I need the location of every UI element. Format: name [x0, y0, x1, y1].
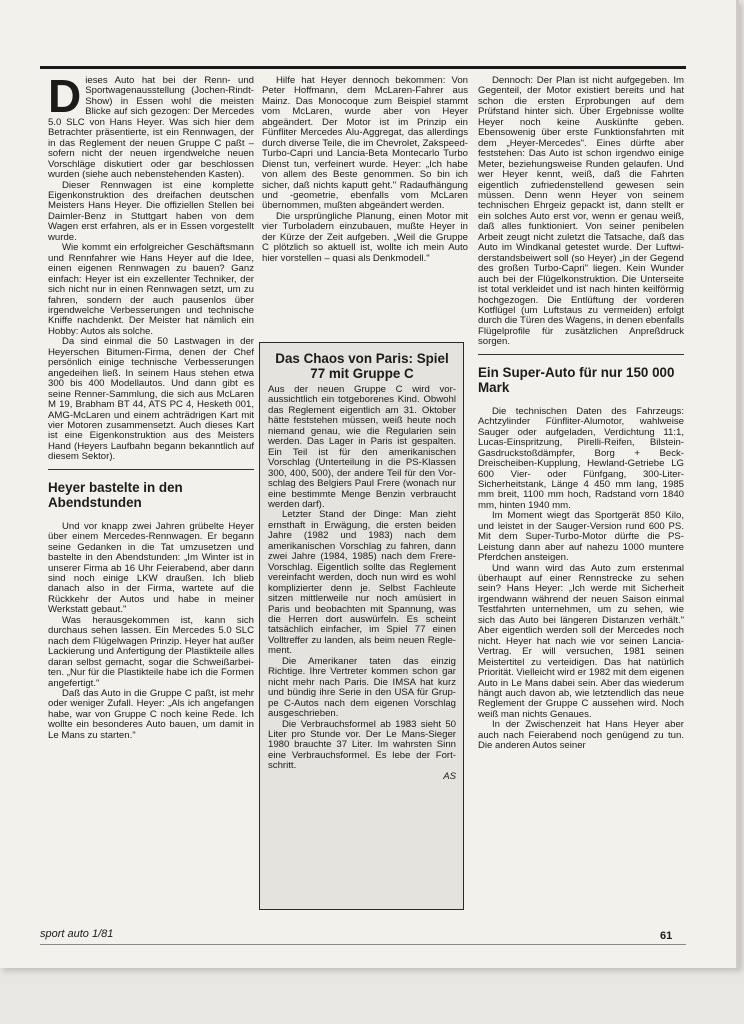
- paragraph: Was herausgekommen ist, kann sich durchaus sehen lassen. Ein Mercedes 5.0 SLC nach dem Flügelwagen Prinzip. Heyer hat außer Lackierung und Anfertigung der Plastikteile alles daran selbst gemacht, sogar die Schweißarbeiten. „Nur für die Plastikteile habe ich die Formen angefertigt.": [48, 614, 254, 689]
- paragraph: Im Moment wiegt das Sportgerät 850 Kilo, und leistet in der Sauger-Version rund 600 PS. Mit dem Super-Turbo-Motor dürfte die PS-Leistung dann aber auf nahezu 1000 muntere Pferdchen ansteigen.: [478, 510, 684, 564]
- paragraph: Da sind einmal die 50 Lastwagen in der Heyerschen Bitumen-Firma, denen der Chef persönlich einige technische Verbesserungen angedeihen ließ. In seinem Haus stehen etwa 300 bis 400 Modellautos. Und dann gibt es seine Renner-Sammlung, die sich aus McLaren M 19, Brabham BT 44, ATS PC 4, Hesketh 001, AMG-McLaren und einem achträdrigen Kart mit vier Motoren zusammensetzt. Auch dieses Kart ist eine Eigenkonstruktion aus des Meisters Hand (Heyers Laufbahn begann bekanntlich auf diesem Sektor).: [48, 336, 254, 463]
- box-paragraph: Aus der neuen Gruppe C wird voraussichtlich ein totgeborenes Kind. Obwohl das Reglement eigentlich am 31. Oktober hätte feststehen müssen, weiß heute noch niemand genau, wie die Regularien sein werden. Das Lager in Paris ist gespalten. Ein Teil ist für den amerikanischen Vorschlag (Unterteilung in die PS-Klassen 300, 400, 500), der andere Teil für den Vorschlag des Belgiers Paul Frere (wonach nur eine bestimmte Menge Benzin verbraucht werden darf).: [268, 384, 456, 510]
- bottom-rule: [40, 944, 686, 945]
- paragraph: Und wann wird das Auto zum erstenmal überhaupt auf einer Rennstrecke zu sehen sein? Hans Heyer: „Ich werde mit Sicherheit irgendwann während der neuen Saison einmal Testfahrten unternehmen, um zu sehen, wie sich das Auto bei längeren Distanzen verhält." Aber eigentlich werden soll der Mercedes noch nicht. Heyer hat nach wie vor seinen Lancia-Vertrag. Er will versuchen, 1981 seinen Meistertitel zu verteidigen. Das hat natürlich Priorität. Vielleicht wird er 1982 mit dem eigenen Auto in Le Mans dabei sein. Aber das wiederum hängt auch davon ab, wie letztendlich das neue Reglement der Gruppe C aussehen wird. Noch weiß man nichts Genaues.: [478, 562, 684, 720]
- column-3: [478, 76, 684, 752]
- paragraph: Wie kommt ein erfolgreicher Geschäftsmann und Rennfahrer wie Hans Heyer auf die Idee, einen eigenen Rennwagen zu bauen? Ganz einfach: Heyer ist ein exzellenter Techniker, der sich nicht nur in einen Rennwagen setzt, um zu fahren, sondern der auch pausenlos über irgendwelche Verbesserungen und technische Kniffe nachdenkt. Der Meister hat nämlich ein Hobby: Autos als solche.: [48, 242, 254, 337]
- paragraph: Und vor knapp zwei Jahren grübelte Heyer über einem Mercedes-Rennwagen. Er begann seine Gedanken in die Tat umzusetzen und bastelte in den Abendstunden: „Im Winter ist in unserer Firma ab 16 Uhr Feierabend, aber dann sind noch einige LKW draußen. Ich blieb danach also in der Firma, wartete auf die Rückkehr der Autos und habe in meiner Werkstatt gebaut.": [48, 520, 254, 616]
- paragraph: Die technischen Daten des Fahrzeugs: Achtzylinder Fünfliter-Alumotor, wahlweise Sauger oder aufgeladen, Verdichtung 11:1, Lucas-Einspritzung, Pirelli-Reifen, Bilstein-Gasdruckstoßdämpfer, Borg + Beck-Dreischeiben-Kupplung, Hewland-Getriebe LG 600 Vier- oder Fünfgang, 300-Liter-Sicherheitstank, Länge 4 450 mm lang, 1985 mm breit, 1100 mm hoch, Radstand vorn 1840 mm, hinten 1940 mm.: [478, 405, 684, 511]
- intro-text: ieses Auto hat bei der Renn- und Sportwagenausstellung (Jochen-Rindt-Show) in Essen wohl die meisten Blicke auf sich gezogen: Der Mercedes 5.0 SLC von Hans Heyer. Was sich hier dem Betrachter präsentierte, ist ein Rennwagen, der in das Reglement der neuen Gruppe C paßt – sofern nicht der neuen irgendwelche neuen Vorschläge diskutiert oder gar beschlossen wurden (siehe auch nebenstehenden Kasten).: [48, 75, 254, 181]
- section-headline: Heyer bastelte in den Abendstunden: [48, 479, 183, 510]
- paragraph: Daß das Auto in die Gruppe C paßt, ist mehr oder weniger Zufall. Heyer: „Als ich angefangen habe, war von Gruppe C noch keine Rede. Ich wollte ein besonderes Auto bauen, um damit in Le Mans zu starten.": [48, 688, 254, 741]
- box-paragraph: Die Amerikaner taten das einzig Richtige. Ihre Vertreter kommen schon gar nicht mehr nach Paris. Die IMSA hat kurz und bündig ihre Serie in den USA für Gruppe C-Autos nach dem eigenen Vorschlag ausgeschrieben.: [268, 655, 456, 720]
- paragraph: Dennoch: Der Plan ist nicht aufgegeben. Im Gegenteil, der Motor existiert bereits und hat schon die ersten Erprobungen auf dem Prüfstand hinter sich. Über Ergebnisse wollte Heyer noch keine Auskünfte geben. Ebensowenig über erste Funktionsfahrten mit dem „Heyer-Mercedes". Eines dürfte aber feststehen: Das Auto ist schon irgendwo einige Meter, beziehungsweise Runden gelaufen. Und wer Heyer kennt, weiß, daß die Fahrten eigentlich zufriedenstellend gewesen sein müssen. Denn wenn Heyer von seinem technischen Ehrgeiz gepackt ist, dann stellt er ein solches Auto erst vor, wenn er genau weiß, daß alles funktioniert. Von seiner penibelen Arbeit zeugt nicht zuletzt die Tatsache, daß das Auto im Windkanal getestet wurde. Der Luftwiderstandsbeiwert soll (so Heyer) „in der Gegend des großen Turbo-Capri" liegen. Kein Wunder auch bei der Flügelkonstruktion. Die Unterseite ist total verkleidet und ist nach hinten keilförmig hochgezogen. Die Entlüftung der vorderen Kotflügel (um Luftstaus zu vermeiden) erfolgt durch die Türen des Wagens, in denen ebenfalls Flügelprofile für zusätzlichen Anpreßdruck sorgen.: [478, 75, 684, 348]
- drop-cap: D: [48, 70, 82, 122]
- author-signature: AS: [443, 770, 456, 782]
- column-1: [48, 70, 254, 741]
- section-divider: [478, 354, 684, 355]
- paragraph: In der Zwischenzeit hat Hans Heyer aber auch nach Feierabend noch genügend zu tun. Die anderen Autos seiner: [478, 719, 684, 752]
- sidebar-box: [259, 342, 464, 910]
- magazine-issue: sport auto 1/81: [40, 928, 114, 940]
- box-paragraph: Letzter Stand der Dinge: Man zieht ernsthaft in Erwägung, die ersten beiden Jahre (1982 und 1983) nach dem amerikanischen Vorschlag zu fahren, dann zwei Jahre (1984, 1985) nach dem Frere-Vorschlag. Eigentlich sollte das Reglement vereinfacht werden, doch nun wird es wohl komplizierter denn je. Selbst Fachleute sitzen mittlerweile nur noch amüsiert in Paris und beobachten mit Spannung, was die Herren dort auswürfeln. Es scheint tatsächlich einfacher, im Spiel 77 einen Volltreffer zu landen, als beim neuen Reglement.: [268, 509, 456, 657]
- intro-paragraph: [48, 70, 254, 181]
- section-headline: Ein Super-Auto für nur 150 000 Mark: [478, 364, 675, 395]
- page-number: 61: [660, 930, 673, 942]
- section-divider: [48, 469, 254, 470]
- top-rule: [40, 66, 686, 69]
- paragraph: Dieser Rennwagen ist eine komplette Eigenkonstruktion des dreifachen deutschen Meisters Hans Heyer. Die offiziellen Stellen bei Daimler-Benz in Stuttgart haben von dem Wagen erst erfahren, als er in Essen vorgestellt wurde.: [48, 179, 254, 243]
- box-title: Das Chaos von Paris: Spiel 77 mit Gruppe C: [275, 351, 449, 381]
- column-2: [262, 76, 468, 264]
- paragraph: Hilfe hat Heyer dennoch bekommen: Von Peter Hoffmann, dem McLaren-Fahrer aus Mainz. Das Monocoque zum Beispiel stammt vom McLaren, wurde aber von Heyer abgeändert. Der Motor ist im Prinzip ein Fünfliter Mercedes Alu-Aggregat, das allerdings durch diverse Teile, die im Chevrolet, Zakspeed-Turbo-Capri und Lancia-Beta Montecarlo Turbo Dienst tun, verfeinert wurde. Heyer: „Ich habe von allem des Beste genommen. So bin ich sicher, daß nichts kaputt geht." Radaufhängung und -geometrie, ebenfalls vom McLaren übernommen, mußten abgeändert werden.: [262, 75, 468, 212]
- box-paragraph: Die Verbrauchsformel ab 1983 sieht 50 Liter pro Stunde vor. Der Le Mans-Sieger 1980 brauchte 37 Liter. Im wahrsten Sinn eine Verbrauchsformel. Es lebe der Fortschritt.: [268, 718, 456, 772]
- paragraph: Die ursprüngliche Planung, einen Motor mit vier Turboladern einzubauen, mußte Heyer in der Kürze der Zeit aufgeben. „Weil die Gruppe C plötzlich so aktuell ist, wollte ich mein Auto hier vorstellen – quasi als Denkmodell.": [262, 210, 468, 264]
